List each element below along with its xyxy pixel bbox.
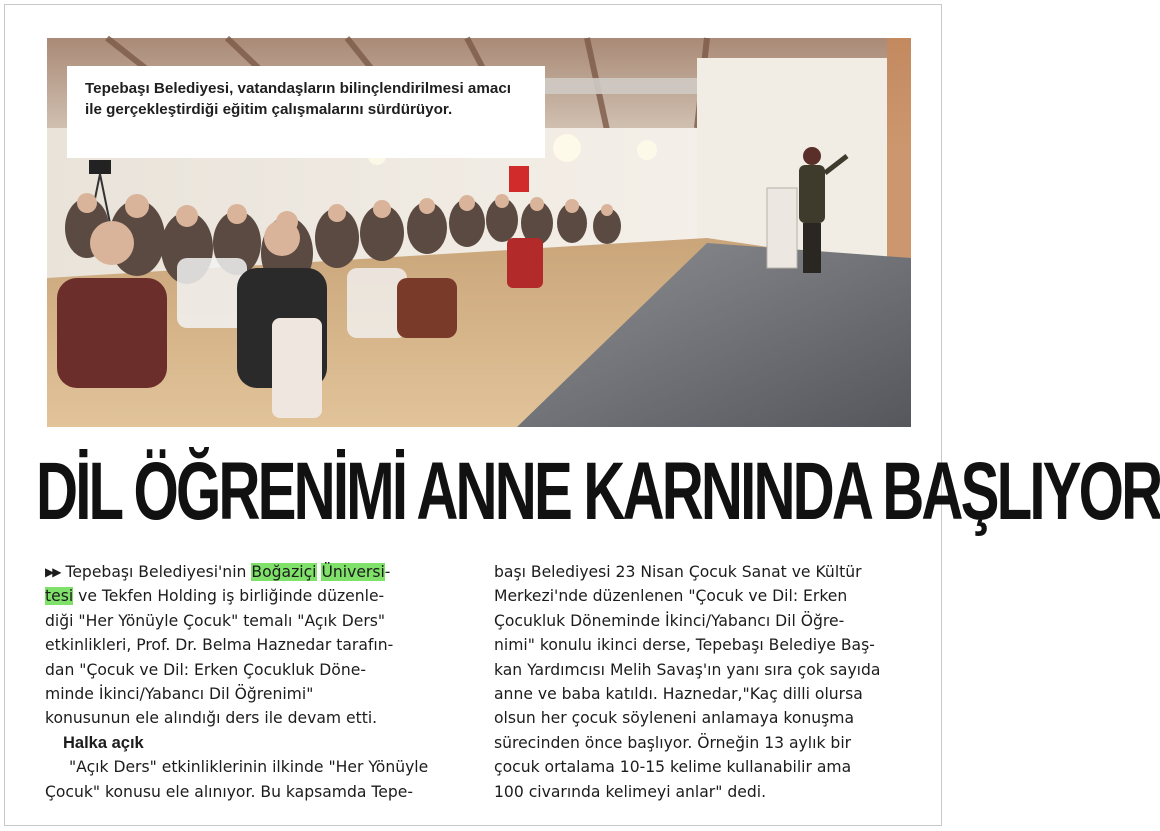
text-fragment: ve Tekfen Holding iş birliğinde düzenle- (73, 587, 385, 606)
text-fragment: - (384, 563, 391, 581)
paragraph-line: nimi" konulu ikinci derse, Tepebaşı Belediye Baş- (494, 636, 875, 655)
paragraph-line: kan Yardımcısı Melih Savaş'ın yanı sıra çok sayıda (494, 660, 881, 679)
highlight-tesi: tesi (45, 587, 74, 606)
paragraph-line (45, 584, 475, 608)
highlight-universi: Üniversi (321, 563, 385, 581)
headline: DİL ÖĞRENİMİ ANNE KARNINDA BAŞLIYOR (36, 446, 1160, 537)
paragraph-line: "Açık Ders" etkinliklerinin ilkinde "Her Yönüyle (69, 758, 429, 777)
caption-line-2: ile gerçekleştirdiği eğitim çalışmalarını sürdürüyor. (85, 101, 453, 118)
paragraph-line: anne ve baba katıldı. Haznedar,"Kaç dilli olursa (494, 685, 863, 704)
text-fragment: Tepebaşı Belediyesi'nin (65, 563, 252, 581)
subheading-halka-acik: Halka açık (63, 733, 144, 752)
paragraph-line: Çocuk" konusu ele alınıyor. Bu kapsamda Tepe- (45, 782, 413, 801)
paragraph-line: 100 civarında kelimeyi anlar" dedi. (494, 782, 767, 801)
paragraph-line (45, 560, 475, 584)
paragraph-line: diği "Her Yönüyle Çocuk" temalı "Açık Ders" (45, 611, 386, 630)
paragraph-line: dan "Çocuk ve Dil: Erken Çocukluk Döne- (45, 660, 366, 679)
event-photo (47, 38, 911, 427)
right-column (494, 560, 924, 804)
paragraph-line: minde İkinci/Yabancı Dil Öğrenimi" (45, 685, 314, 704)
paragraph-line: etkinlikleri, Prof. Dr. Belma Haznedar tarafın- (45, 636, 394, 655)
left-column (45, 560, 475, 804)
paragraph-line: Çocukluk Döneminde İkinci/Yabancı Dil Öğre- (494, 611, 845, 630)
caption-line-1: Tepebaşı Belediyesi, vatandaşların bilinçlendirilmesi amacı (85, 80, 511, 97)
paragraph-line: Merkezi'nde düzenlenen "Çocuk ve Dil: Erken (494, 587, 848, 606)
photo-caption (67, 66, 545, 158)
highlight-bogazici: Boğaziçi (251, 563, 317, 581)
paragraph-line: çocuk ortalama 10-15 kelime kullanabilir ama (494, 758, 852, 777)
paragraph-line: sürecinden önce başlıyor. Örneğin 13 aylık bir (494, 733, 852, 752)
paragraph-line: başı Belediyesi 23 Nisan Çocuk Sanat ve Kültür (494, 563, 862, 581)
paragraph-line: konusunun ele alındığı ders ile devam etti. (45, 709, 378, 728)
double-arrow-icon: ▶▶ (45, 565, 60, 579)
paragraph-line: olsun her çocuk söyleneni anlamaya konuşma (494, 709, 855, 728)
